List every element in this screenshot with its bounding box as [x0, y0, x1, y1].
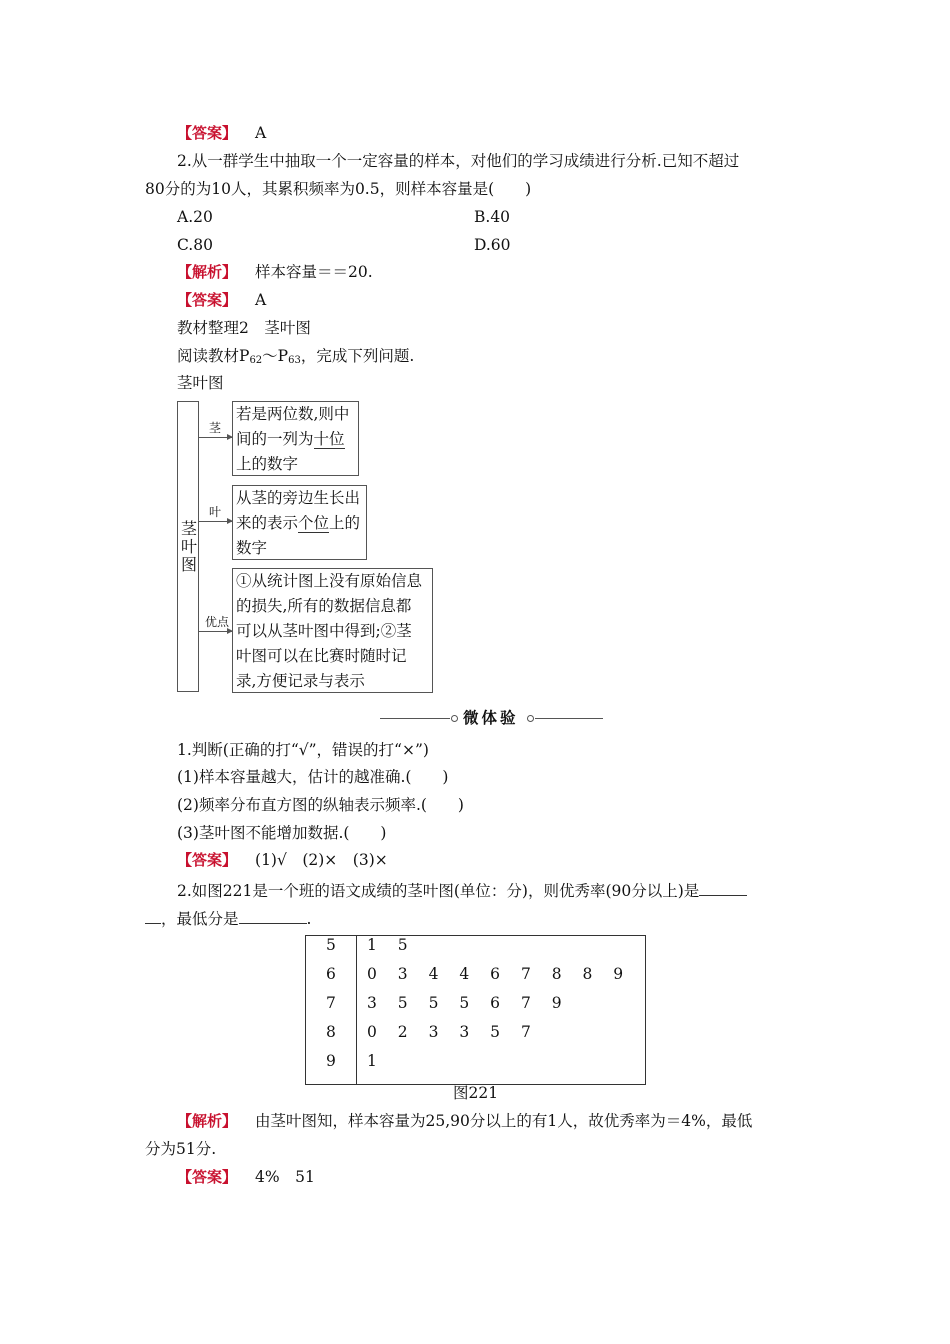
leaf-values: 1 5 — [367, 936, 416, 954]
stem-value: 9 — [326, 1052, 336, 1070]
divider-circle-left — [451, 715, 458, 722]
advantage-line: 可以从茎叶图中得到;②茎 — [236, 622, 412, 640]
stem-box-text: 间的一列为 — [236, 430, 314, 448]
reading-instruction — [177, 346, 414, 371]
answer-blank — [239, 907, 307, 924]
analysis-line — [177, 262, 373, 282]
practice-2-line-1 — [177, 879, 747, 901]
practice-2-line-2 — [145, 907, 311, 929]
leaf-box-text: 来的表示 — [236, 514, 299, 532]
leaf-box-line: 数字 — [236, 539, 268, 557]
practice-2-text: . — [306, 910, 312, 928]
table-row — [306, 1023, 645, 1052]
stem-box-line: 若是两位数,则中 — [236, 405, 350, 423]
option-d: D.60 — [474, 236, 511, 254]
section-divider-title: 微体验 — [463, 708, 519, 727]
answer-tag: 【答案】 — [177, 291, 238, 309]
table-row — [306, 994, 645, 1023]
practice-2-text: ，最低分是 — [161, 910, 239, 928]
practice-1-stem: 1.判断(正确的打“√”，错误的打“×”) — [177, 741, 429, 759]
option-b: B.40 — [474, 208, 511, 226]
answer-tag: 【答案】 — [177, 851, 238, 869]
practice-1-item-2: (2)频率分布直方图的纵轴表示频率.( ) — [177, 796, 464, 814]
table-row — [306, 1052, 645, 1081]
reading-text: ，完成下列问题. — [300, 347, 415, 365]
stem-value: 5 — [326, 936, 336, 954]
leaf-arrow — [199, 521, 232, 522]
stem-box-line: 上的数字 — [236, 455, 299, 473]
advantage-arrow — [199, 631, 232, 632]
leaf-box-line — [236, 511, 363, 536]
divider-circle-right — [527, 715, 534, 722]
question-2-line-1: 2.从一群学生中抽取一个一定容量的样本，对他们的学习成绩进行分析.已知不超过 — [177, 152, 740, 170]
page-sub: 62 — [249, 355, 263, 366]
answer-line — [177, 850, 388, 870]
stem-leaf-table — [305, 935, 646, 1085]
advantage-line: ①从统计图上没有原始信息 — [236, 572, 423, 590]
section-title: 教材整理2 茎叶图 — [177, 319, 311, 337]
answer-tag: 【答案】 — [177, 124, 238, 142]
leaf-values: 0 3 4 4 6 7 8 8 9 — [367, 965, 632, 983]
answer-line — [177, 1167, 315, 1187]
answer-line — [177, 123, 266, 143]
stem-arrow — [199, 437, 232, 438]
diagram-root-box — [177, 401, 199, 692]
figure-caption: 图221 — [453, 1084, 499, 1102]
practice-1-item-3: (3)茎叶图不能增加数据.( ) — [177, 824, 387, 842]
stem-value: 8 — [326, 1023, 336, 1041]
answer-value: (1)√ (2)× (3)× — [255, 851, 388, 869]
leaf-box-underlined: 个位 — [298, 514, 330, 532]
answer-line — [177, 290, 266, 310]
advantage-box — [232, 568, 433, 693]
table-row — [306, 965, 645, 994]
stem-box-line — [236, 427, 355, 452]
answer-value: 4% 51 — [255, 1168, 315, 1186]
option-c: C.80 — [177, 236, 213, 254]
analysis-tag: 【解析】 — [177, 263, 238, 281]
stem-value: 7 — [326, 994, 336, 1012]
advantage-line: 叶图可以在比赛时随时记 — [236, 647, 407, 665]
answer-value: A — [255, 124, 267, 142]
advantage-line: 录,方便记录与表示 — [236, 672, 365, 690]
table-row — [306, 936, 645, 965]
answer-value: A — [255, 291, 267, 309]
analysis-tag: 【解析】 — [177, 1112, 238, 1130]
analysis-text: 样本容量＝＝20. — [255, 263, 373, 281]
practice-2-text: 2.如图221是一个班的语文成绩的茎叶图(单位：分)，则优秀率(90分以上)是 — [177, 882, 700, 900]
leaf-values: 0 2 3 3 5 7 — [367, 1023, 539, 1041]
option-a: A.20 — [177, 208, 213, 226]
stem-box-underlined: 十位 — [313, 430, 345, 448]
divider-line-left — [380, 718, 450, 719]
question-2-line-2: 80分的为10人，其累积频率为0.5，则样本容量是( ) — [145, 180, 532, 198]
divider-line-right — [535, 718, 603, 719]
advantage-line: 的损失,所有的数据信息都 — [236, 597, 412, 615]
answer-tag: 【答案】 — [177, 1168, 238, 1186]
leaf-box-text: 上的 — [329, 514, 361, 532]
diagram-root-label: 茎叶图 — [178, 519, 198, 574]
stem-arrow-label: 茎 — [209, 421, 222, 435]
answer-blank — [145, 907, 161, 924]
practice-1-item-1: (1)样本容量越大，估计的越准确.( ) — [177, 768, 449, 786]
reading-text: ～P — [262, 347, 289, 365]
leaf-values: 1 — [367, 1052, 385, 1070]
stem-box — [232, 401, 359, 476]
page-sub: 63 — [288, 355, 301, 366]
answer-blank — [699, 879, 747, 896]
leaf-values: 3 5 5 5 6 7 9 — [367, 994, 570, 1012]
analysis-text: 由茎叶图知，样本容量为25,90分以上的有1人，故优秀率为＝4%，最低 — [255, 1112, 753, 1130]
leaf-arrow-label: 叶 — [209, 505, 222, 519]
reading-text: 阅读教材P — [177, 347, 250, 365]
diagram-heading: 茎叶图 — [177, 374, 224, 392]
advantage-arrow-label: 优点 — [205, 615, 230, 629]
stem-value: 6 — [326, 965, 336, 983]
analysis-line — [177, 1111, 752, 1131]
leaf-box-line: 从茎的旁边生长出 — [236, 489, 361, 507]
analysis-line-2: 分为51分. — [145, 1140, 217, 1158]
leaf-box — [232, 485, 367, 560]
